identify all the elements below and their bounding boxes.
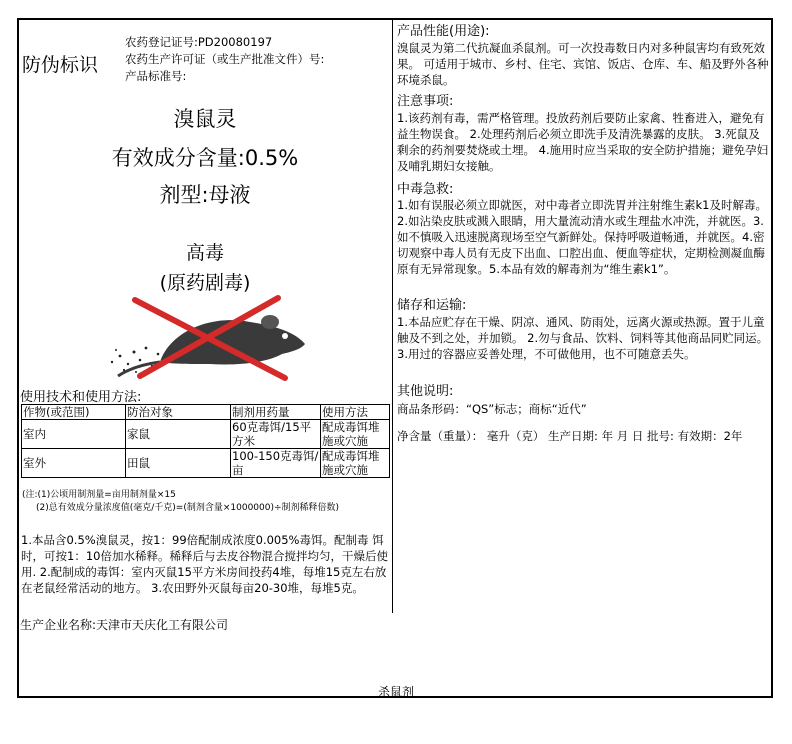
formulation: 剂型:母液 [159, 183, 251, 207]
caution-text: 1.该药剂有毒，需严格管理。投放药剂后要防止家禽、牲畜进入，避免有益生物误食。 2.处理药剂后必须立即洗手及清洗暴露的皮肤。 3.死鼠及剩余的药剂要焚烧或土埋。 4.施用时应当采取的安全防护措施；避免孕妇及哺乳期妇女接触。 [397, 111, 769, 173]
caution-title: 注意事项: [397, 94, 454, 109]
performance-text: 溴鼠灵为第二代抗凝血杀鼠剂。可一次投毒数日内对多种鼠害均有致死效果。 可适用于城市、乡村、住宅、宾馆、饭店、仓库、车、船及野外各种环境杀鼠。 [397, 41, 769, 87]
other-title: 其他说明: [397, 384, 454, 399]
header-dosage: 制剂用药量 [231, 405, 321, 420]
table-header-row [22, 405, 390, 420]
registration-number: 农药登记证号:PD20080197 [125, 35, 273, 49]
first-aid-text: 1.如有误服必须立即就医，对中毒者立即洗胃并注射维生素k1及时解毒。 2.如沾染皮肤或溅入眼睛，用大量流动清水或生理盐水冲洗，并就医。3.如不慎吸入迅速脱离现场至空气新鲜处。保持呼吸道畅通，并就医。4.密切观察中毒人员有无皮下出血、口腔出血、便血等症状，定期检测凝血酶原有无异常现象。5.本品有效的解毒剂为“维生素k1”。 [397, 198, 767, 276]
manufacturer: 生产企业名称:天津市天庆化工有限公司 [20, 618, 229, 632]
table-cell: 室外 [22, 449, 126, 478]
usage-method: 1.本品含0.5%溴鼠灵，按1：99倍配制成浓度0.005%毒饵。配制毒 饵时，可按1：10倍加水稀释。稀释后与去皮谷物混合搅拌均匀，干燥后使用. 2.配制成的毒饵：室内灭鼠15平方米房间投药4堆，每堆15克左右放在老鼠经常活动的地方。 3.农田野外灭鼠每亩20-30堆，每堆5克。 [21, 533, 388, 595]
usage-table [21, 404, 390, 478]
net-content-line: 净含量（重量）： 毫升（克） 生产日期: 年 月 日 批号: 有效期：2年 [397, 429, 743, 443]
category-label: 杀鼠剂 [377, 685, 414, 699]
storage-title: 储存和运输: [397, 298, 467, 313]
other-text: 商品条形码：“QS”标志；商标“近代” [397, 402, 587, 416]
product-standard: 产品标准号: [125, 69, 187, 83]
usage-note-2: (2)总有效成分量浓度值(毫克/千克)=(制剂含量×1000000)÷制剂稀释倍数) [36, 503, 340, 513]
storage-text: 1.本品应贮存在干燥、阴凉、通风、防雨处，远离火源或热源。置于儿童触及不到之处，并加锁。 2.勿与食品、饮料、饲料等其他商品同贮同运。 3.用过的容器应妥善处理，不可做他用，也不可随意丢失。 [397, 315, 769, 361]
usage-note-1: (注:(1)公顷用制剂量=亩用制剂量×15 [22, 490, 176, 500]
table-cell: 配成毒饵堆施或穴施 [321, 420, 390, 449]
table-cell: 100-150克毒饵/亩 [231, 449, 321, 478]
crossed-rat-icon [100, 292, 320, 384]
usage-title: 使用技术和使用方法: [20, 390, 142, 405]
anti-fake-label: 防伪标识 [22, 54, 99, 76]
table-cell: 家鼠 [126, 420, 231, 449]
first-aid-title: 中毒急救: [397, 182, 454, 197]
usage-notes [22, 489, 390, 515]
header-target: 防治对象 [126, 405, 231, 420]
production-permit: 农药生产许可证（或生产批准文件）号: [125, 52, 325, 66]
table-row [22, 449, 390, 478]
table-cell: 田鼠 [126, 449, 231, 478]
table-row [22, 420, 390, 449]
toxicity-note: (原药剧毒) [159, 272, 251, 294]
header-crop: 作物(或范围) [22, 405, 126, 420]
column-divider [392, 18, 393, 613]
table-cell: 配成毒饵堆施或穴施 [321, 449, 390, 478]
product-name: 溴鼠灵 [173, 107, 237, 131]
table-cell: 60克毒饵/15平方米 [231, 420, 321, 449]
header-method: 使用方法 [321, 405, 390, 420]
active-content: 有效成分含量:0.5% [111, 146, 299, 170]
table-cell: 室内 [22, 420, 126, 449]
performance-title: 产品性能(用途): [397, 24, 490, 39]
toxicity-level: 高毒 [185, 242, 224, 264]
